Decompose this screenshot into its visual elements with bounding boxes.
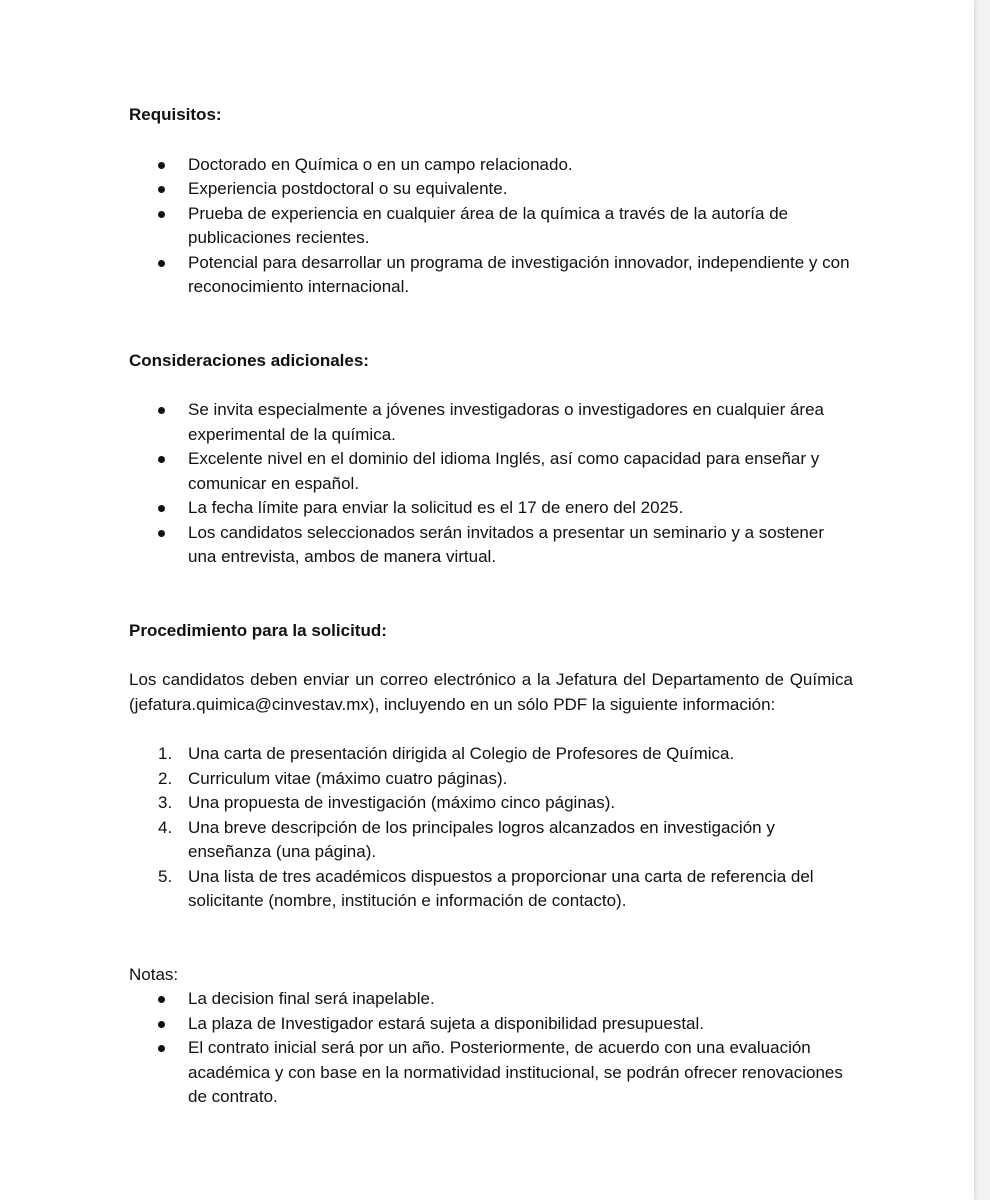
bullet-icon	[158, 496, 178, 512]
list-number: 2.	[158, 768, 173, 788]
list-item: 2. Curriculum vitae (máximo cuatro páginas).	[129, 767, 853, 792]
bullet-icon	[158, 398, 178, 414]
list-item: La fecha límite para enviar la solicitud es el 17 de enero del 2025.	[129, 496, 853, 521]
procedimiento-list	[129, 742, 853, 914]
bullet-icon	[158, 1036, 178, 1052]
list-item: Experiencia postdoctoral o su equivalente.	[129, 177, 853, 202]
bullet-icon	[158, 987, 178, 1003]
list-item: 1. Una carta de presentación dirigida al Colegio de Profesores de Química.	[129, 742, 853, 767]
list-item: Prueba de experiencia en cualquier área de la química a través de la autoría de publicaciones recientes.	[129, 202, 853, 251]
list-item: El contrato inicial será por un año. Posteriormente, de acuerdo con una evaluación académica y con base en la normatividad institucional, se podrán ofrecer renovaciones de contrato.	[129, 1036, 853, 1110]
document-content	[129, 103, 853, 1110]
bullet-icon	[158, 153, 178, 169]
list-item: 4. Una breve descripción de los principales logros alcanzados en investigación y enseñanza (una página).	[158, 817, 775, 861]
list-item: 3. Una propuesta de investigación (máximo cinco páginas).	[129, 791, 853, 816]
notas-list	[129, 987, 853, 1110]
consideraciones-list	[129, 398, 853, 570]
list-item: Potencial para desarrollar un programa de investigación innovador, independiente y con reconocimiento internacional.	[129, 251, 853, 300]
list-number: 1.	[158, 744, 173, 763]
bullet-icon	[158, 251, 178, 267]
section-heading-procedimiento: Procedimiento para la solicitud:	[129, 620, 387, 640]
list-item: La decision final será inapelable.	[129, 987, 853, 1012]
list-number: 5.	[158, 866, 173, 886]
section-heading-consideraciones: Consideraciones adicionales:	[129, 350, 369, 370]
list-item: Doctorado en Química o en un campo relacionado.	[129, 153, 853, 178]
list-item: 5. Una lista de tres académicos dispuestos a proporcionar una carta de referencia del solicitante (nombre, institución e información de contacto).	[158, 866, 814, 910]
procedimiento-intro: Los candidatos deben enviar un correo electrónico a la Jefatura del Departamento de Química (jefatura.quimica@cinvestav.mx), incluyendo en un sólo PDF la siguiente información:	[129, 670, 853, 714]
bullet-icon	[158, 1012, 178, 1028]
list-item: Los candidatos seleccionados serán invitados a presentar un seminario y a sostener una entrevista, ambos de manera virtual.	[129, 521, 853, 570]
bullet-icon	[158, 447, 178, 463]
requisitos-list	[129, 153, 853, 300]
list-item: La plaza de Investigador estará sujeta a disponibilidad presupuestal.	[129, 1012, 853, 1037]
list-number: 3.	[158, 793, 173, 812]
section-heading-requisitos: Requisitos:	[129, 105, 222, 124]
list-item: Se invita especialmente a jóvenes investigadoras o investigadores en cualquier área experimental de la química.	[129, 398, 853, 447]
bullet-icon	[158, 177, 178, 193]
list-number: 4.	[158, 817, 173, 837]
list-item: Excelente nivel en el dominio del idioma Inglés, así como capacidad para enseñar y comunicar en español.	[129, 447, 853, 496]
bullet-icon	[158, 521, 178, 537]
bullet-icon	[158, 202, 178, 218]
section-heading-notas: Notas:	[129, 964, 179, 984]
